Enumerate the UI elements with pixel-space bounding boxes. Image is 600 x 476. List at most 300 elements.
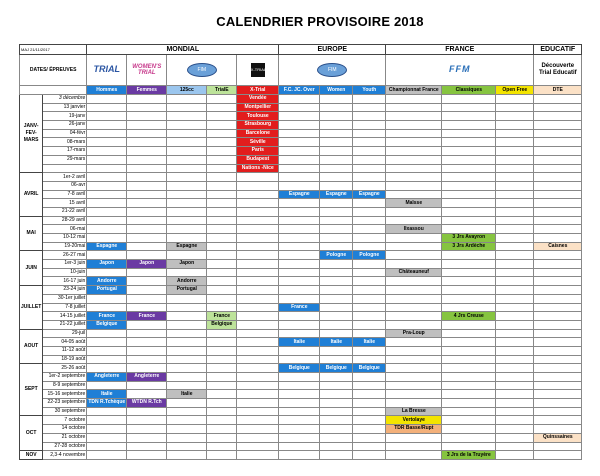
blank-header [20, 86, 87, 95]
empty-cell [237, 199, 279, 208]
empty-cell [386, 399, 442, 408]
empty-cell [279, 181, 320, 190]
empty-cell [320, 260, 353, 269]
empty-cell [386, 112, 442, 121]
womens-trial-logo-icon: WOMEN'S TRIAL [132, 63, 162, 76]
empty-cell [127, 181, 167, 190]
table-row [20, 364, 582, 373]
empty-cell [167, 381, 207, 390]
empty-cell [279, 312, 320, 321]
empty-cell [207, 251, 237, 260]
empty-cell [496, 286, 534, 295]
month-label: JUIN [20, 251, 43, 286]
date-cell: 7 octobre [43, 416, 87, 425]
table-row [20, 199, 582, 208]
empty-cell [127, 303, 167, 312]
date-cell: 30-1er juillet [43, 294, 87, 303]
empty-cell [167, 346, 207, 355]
empty-cell [127, 242, 167, 251]
event-cell: Espagne [353, 190, 386, 199]
table-row [20, 303, 582, 312]
empty-cell [87, 216, 127, 225]
month-label: AVRIL [20, 173, 43, 216]
empty-cell [320, 112, 353, 121]
empty-cell [496, 103, 534, 112]
empty-cell [442, 416, 496, 425]
empty-cell [167, 329, 207, 338]
table-row [20, 216, 582, 225]
table-row [20, 103, 582, 112]
date-cell: 7-8 avril [43, 190, 87, 199]
date-cell: 21 octobre [43, 433, 87, 442]
empty-cell [320, 381, 353, 390]
empty-cell [496, 294, 534, 303]
empty-cell [237, 216, 279, 225]
empty-cell [496, 399, 534, 408]
empty-cell [442, 425, 496, 434]
empty-cell [87, 303, 127, 312]
empty-cell [353, 433, 386, 442]
empty-cell [127, 425, 167, 434]
empty-cell [207, 338, 237, 347]
empty-cell [279, 251, 320, 260]
empty-cell [353, 216, 386, 225]
empty-cell [207, 260, 237, 269]
empty-cell [207, 268, 237, 277]
table-row [20, 112, 582, 121]
empty-cell [353, 199, 386, 208]
empty-cell [127, 112, 167, 121]
event-cell: Andorre [167, 277, 207, 286]
empty-cell [442, 207, 496, 216]
empty-cell [279, 216, 320, 225]
table-row [20, 373, 582, 382]
empty-cell [496, 147, 534, 156]
month-label: MAI [20, 216, 43, 251]
date-cell: 2,3-4 novembre [43, 451, 87, 460]
empty-cell [237, 355, 279, 364]
empty-cell [279, 399, 320, 408]
empty-cell [167, 103, 207, 112]
empty-cell [353, 407, 386, 416]
table-row [20, 338, 582, 347]
event-cell: Budapest [237, 155, 279, 164]
empty-cell [534, 320, 582, 329]
empty-cell [496, 164, 534, 173]
empty-cell [127, 320, 167, 329]
event-cell: Nations -Nice [237, 164, 279, 173]
empty-cell [279, 416, 320, 425]
empty-cell [442, 190, 496, 199]
empty-cell [386, 216, 442, 225]
empty-cell [496, 451, 534, 460]
empty-cell [353, 451, 386, 460]
column-header-7: Youth [353, 86, 386, 95]
empty-cell [442, 181, 496, 190]
fim-europe-logo-icon: FIM [317, 63, 347, 77]
empty-cell [207, 390, 237, 399]
empty-cell [279, 381, 320, 390]
empty-cell [496, 364, 534, 373]
event-cell: Italie [87, 390, 127, 399]
empty-cell [207, 277, 237, 286]
empty-cell [167, 355, 207, 364]
empty-cell [442, 329, 496, 338]
column-header-2: 125cc [167, 86, 207, 95]
empty-cell [237, 433, 279, 442]
empty-cell [496, 433, 534, 442]
empty-cell [534, 277, 582, 286]
empty-cell [87, 199, 127, 208]
empty-cell [207, 164, 237, 173]
empty-cell [207, 399, 237, 408]
month-label: SEPT [20, 364, 43, 416]
empty-cell [127, 234, 167, 243]
empty-cell [87, 138, 127, 147]
date-cell: 1er-3 juin [43, 260, 87, 269]
column-header-8: Championnat France [386, 86, 442, 95]
empty-cell [353, 112, 386, 121]
empty-cell [320, 199, 353, 208]
table-row [20, 190, 582, 199]
empty-cell [127, 190, 167, 199]
empty-cell [534, 312, 582, 321]
empty-cell [442, 390, 496, 399]
empty-cell [237, 181, 279, 190]
empty-cell [207, 286, 237, 295]
empty-cell [496, 320, 534, 329]
empty-cell [237, 277, 279, 286]
empty-cell [167, 399, 207, 408]
empty-cell [496, 242, 534, 251]
event-cell: TDR Basse/Rupt [386, 425, 442, 434]
empty-cell [496, 190, 534, 199]
event-cell: Espagne [167, 242, 207, 251]
empty-cell [207, 355, 237, 364]
empty-cell [127, 442, 167, 451]
empty-cell [386, 355, 442, 364]
empty-cell [87, 225, 127, 234]
empty-cell [496, 425, 534, 434]
empty-cell [279, 346, 320, 355]
empty-cell [237, 294, 279, 303]
empty-cell [87, 121, 127, 130]
empty-cell [237, 260, 279, 269]
empty-cell [353, 138, 386, 147]
empty-cell [237, 242, 279, 251]
empty-cell [127, 155, 167, 164]
empty-cell [320, 303, 353, 312]
empty-cell [442, 103, 496, 112]
empty-cell [87, 338, 127, 347]
column-header-5: F.C. JC. Over [279, 86, 320, 95]
empty-cell [320, 320, 353, 329]
date-cell: 26-janv [43, 121, 87, 130]
version-label: MAJ 21/11/2017 [20, 45, 87, 55]
empty-cell [534, 407, 582, 416]
empty-cell [386, 251, 442, 260]
table-row [20, 138, 582, 147]
event-cell: Italie [353, 338, 386, 347]
empty-cell [442, 121, 496, 130]
empty-cell [167, 147, 207, 156]
empty-cell [127, 355, 167, 364]
empty-cell [320, 242, 353, 251]
empty-cell [496, 373, 534, 382]
empty-cell [87, 164, 127, 173]
empty-cell [167, 294, 207, 303]
empty-cell [386, 294, 442, 303]
empty-cell [386, 121, 442, 130]
event-cell: Angleterre [87, 373, 127, 382]
empty-cell [207, 303, 237, 312]
empty-cell [386, 138, 442, 147]
date-cell: 08-mars [43, 138, 87, 147]
empty-cell [237, 416, 279, 425]
date-cell: 04-05 août [43, 338, 87, 347]
empty-cell [442, 164, 496, 173]
date-cell: 19-20mai [43, 242, 87, 251]
empty-cell [237, 364, 279, 373]
empty-cell [496, 416, 534, 425]
empty-cell [237, 425, 279, 434]
empty-cell [353, 355, 386, 364]
empty-cell [442, 147, 496, 156]
empty-cell [237, 381, 279, 390]
empty-cell [207, 373, 237, 382]
empty-cell [87, 112, 127, 121]
empty-cell [386, 390, 442, 399]
empty-cell [353, 225, 386, 234]
empty-cell [87, 251, 127, 260]
empty-cell [496, 138, 534, 147]
empty-cell [353, 207, 386, 216]
empty-cell [496, 442, 534, 451]
empty-cell [279, 234, 320, 243]
empty-cell [496, 199, 534, 208]
empty-cell [320, 407, 353, 416]
event-cell: Strasbourg [237, 121, 279, 130]
empty-cell [534, 451, 582, 460]
empty-cell [353, 320, 386, 329]
empty-cell [127, 433, 167, 442]
empty-cell [167, 199, 207, 208]
empty-cell [320, 286, 353, 295]
empty-cell [167, 190, 207, 199]
empty-cell [353, 147, 386, 156]
table-row [20, 451, 582, 460]
empty-cell [207, 155, 237, 164]
empty-cell [442, 407, 496, 416]
event-cell: Vendée [237, 95, 279, 104]
empty-cell [534, 373, 582, 382]
empty-cell [534, 190, 582, 199]
table-row [20, 147, 582, 156]
empty-cell [279, 103, 320, 112]
empty-cell [534, 303, 582, 312]
date-cell: 29-juil [43, 329, 87, 338]
table-row [20, 433, 582, 442]
table-row [20, 294, 582, 303]
empty-cell [534, 355, 582, 364]
empty-cell [534, 286, 582, 295]
empty-cell [320, 164, 353, 173]
empty-cell [127, 390, 167, 399]
empty-cell [442, 216, 496, 225]
empty-cell [496, 268, 534, 277]
empty-cell [320, 433, 353, 442]
empty-cell [207, 242, 237, 251]
table-row [20, 329, 582, 338]
empty-cell [279, 138, 320, 147]
column-header-6: Women [320, 86, 353, 95]
date-cell: 3 décembre [43, 95, 87, 104]
empty-cell [207, 294, 237, 303]
empty-cell [127, 164, 167, 173]
table-row [20, 234, 582, 243]
empty-cell [207, 207, 237, 216]
empty-cell [207, 381, 237, 390]
empty-cell [534, 112, 582, 121]
empty-cell [207, 121, 237, 130]
empty-cell [442, 355, 496, 364]
empty-cell [167, 173, 207, 182]
empty-cell [279, 320, 320, 329]
empty-cell [320, 225, 353, 234]
empty-cell [237, 451, 279, 460]
empty-cell [534, 103, 582, 112]
empty-cell [207, 129, 237, 138]
empty-cell [534, 346, 582, 355]
empty-cell [353, 173, 386, 182]
empty-cell [496, 121, 534, 130]
event-cell: Espagne [320, 190, 353, 199]
empty-cell [87, 451, 127, 460]
empty-cell [320, 173, 353, 182]
event-cell: Pra-Loup [386, 329, 442, 338]
empty-cell [237, 338, 279, 347]
empty-cell [127, 364, 167, 373]
date-cell: 22-23 septembre [43, 399, 87, 408]
empty-cell [167, 251, 207, 260]
empty-cell [320, 425, 353, 434]
empty-cell [353, 260, 386, 269]
empty-cell [127, 138, 167, 147]
empty-cell [386, 373, 442, 382]
empty-cell [534, 260, 582, 269]
empty-cell [207, 346, 237, 355]
empty-cell [353, 277, 386, 286]
empty-cell [534, 416, 582, 425]
empty-cell [167, 268, 207, 277]
empty-cell [237, 225, 279, 234]
empty-cell [167, 373, 207, 382]
empty-cell [167, 303, 207, 312]
table-row [20, 277, 582, 286]
empty-cell [353, 164, 386, 173]
event-cell: Montpellier [237, 103, 279, 112]
empty-cell [386, 303, 442, 312]
date-cell: 28-29 avril [43, 216, 87, 225]
event-cell: Séville [237, 138, 279, 147]
empty-cell [496, 173, 534, 182]
empty-cell [320, 138, 353, 147]
empty-cell [127, 216, 167, 225]
empty-cell [87, 407, 127, 416]
empty-cell [353, 121, 386, 130]
empty-cell [127, 381, 167, 390]
empty-cell [127, 346, 167, 355]
event-cell: Italie [320, 338, 353, 347]
empty-cell [534, 425, 582, 434]
date-cell: 23-24 juin [43, 286, 87, 295]
column-header-1: Femmes [127, 86, 167, 95]
empty-cell [386, 95, 442, 104]
empty-cell [127, 103, 167, 112]
date-cell: 15 avril [43, 199, 87, 208]
empty-cell [87, 155, 127, 164]
event-cell: Belgique [279, 364, 320, 373]
empty-cell [320, 121, 353, 130]
date-cell: 1er-2 avril [43, 173, 87, 182]
date-cell: 26-27 mai [43, 251, 87, 260]
table-row [20, 173, 582, 182]
empty-cell [496, 112, 534, 121]
empty-cell [496, 181, 534, 190]
empty-cell [87, 190, 127, 199]
empty-cell [320, 399, 353, 408]
date-cell: 10-12 mai [43, 234, 87, 243]
empty-cell [386, 451, 442, 460]
empty-cell [496, 129, 534, 138]
date-cell: 06-mai [43, 225, 87, 234]
empty-cell [320, 129, 353, 138]
empty-cell [496, 251, 534, 260]
event-cell: Châteauneuf [386, 268, 442, 277]
table-row [20, 381, 582, 390]
empty-cell [386, 181, 442, 190]
empty-cell [167, 234, 207, 243]
ffm-logo-icon: FFM [449, 63, 471, 74]
empty-cell [279, 173, 320, 182]
empty-cell [442, 173, 496, 182]
empty-cell [534, 225, 582, 234]
empty-cell [534, 381, 582, 390]
empty-cell [237, 303, 279, 312]
table-row [20, 320, 582, 329]
empty-cell [237, 399, 279, 408]
table-row [20, 399, 582, 408]
event-cell: Pologne [320, 251, 353, 260]
empty-cell [279, 390, 320, 399]
empty-cell [279, 225, 320, 234]
table-row [20, 312, 582, 321]
empty-cell [320, 312, 353, 321]
empty-cell [127, 451, 167, 460]
empty-cell [496, 312, 534, 321]
empty-cell [320, 416, 353, 425]
empty-cell [534, 268, 582, 277]
page-title: CALENDRIER PROVISOIRE 2018 [216, 14, 424, 29]
empty-cell [496, 277, 534, 286]
empty-cell [207, 234, 237, 243]
empty-cell [442, 129, 496, 138]
empty-cell [127, 268, 167, 277]
empty-cell [320, 329, 353, 338]
empty-cell [237, 320, 279, 329]
event-cell: Italie [279, 338, 320, 347]
empty-cell [353, 303, 386, 312]
